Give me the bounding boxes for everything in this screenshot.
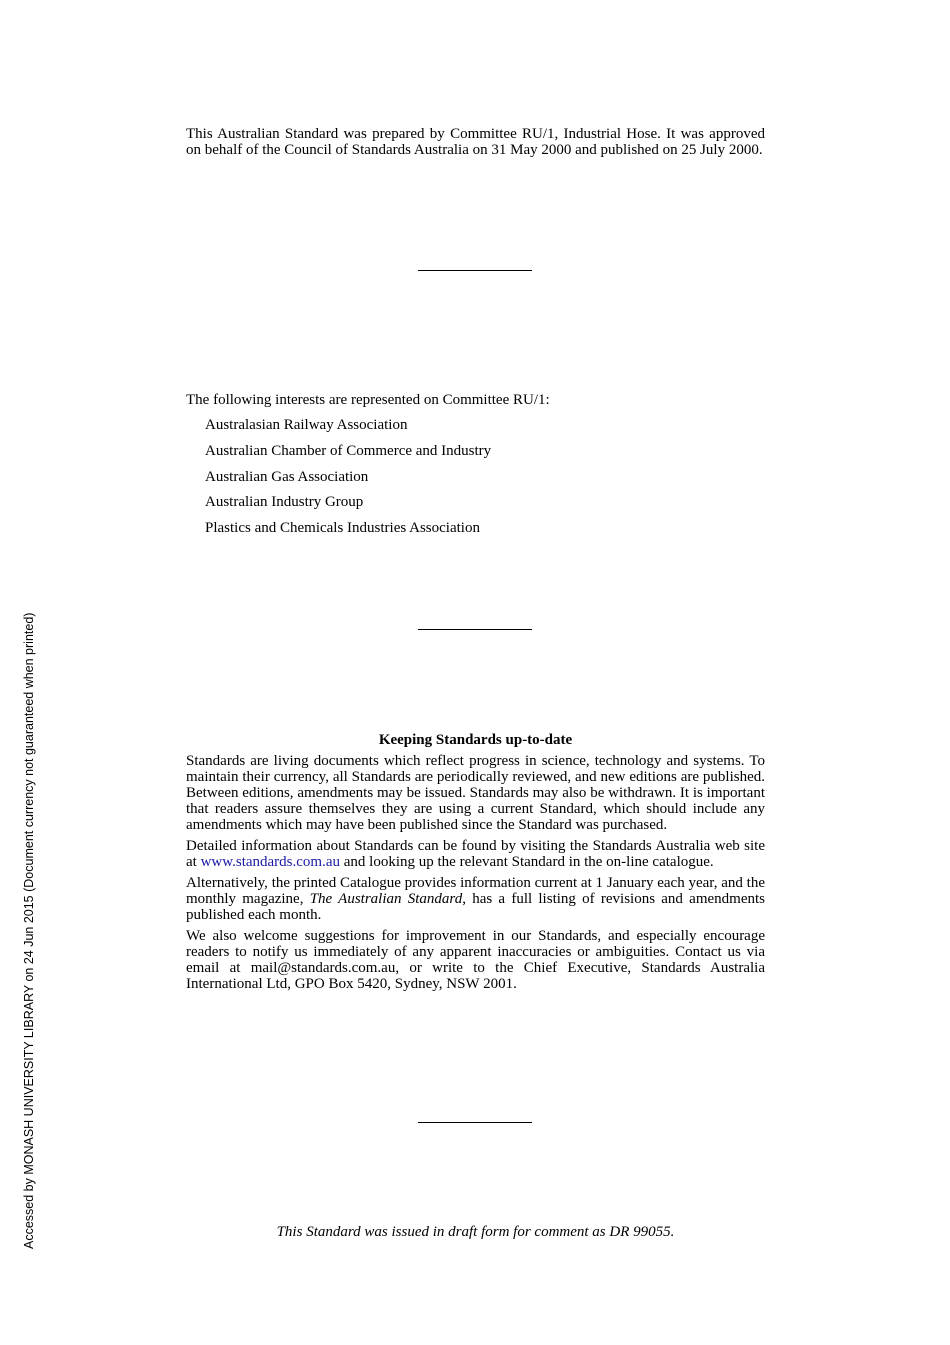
keeping-standards-body: [186, 753, 765, 997]
committee-member: Australian Industry Group: [205, 494, 364, 511]
committee-member: Australian Gas Association: [205, 468, 369, 485]
paragraph-text: Detailed information about Standards can be found by visiting the Standards Australia web site at: [186, 838, 765, 870]
paragraph-text: , has a full listing of revisions and amendments published each month.: [186, 891, 765, 923]
paragraph-text: Alternatively, the printed Catalogue provides information current at 1 January each year, and the monthly magazine,: [186, 875, 765, 907]
section-divider: [418, 629, 532, 630]
section-divider: [418, 1122, 532, 1123]
keeping-paragraph-3: [186, 875, 765, 923]
committee-member: Australasian Railway Association: [205, 417, 408, 433]
committee-member: Australian Chamber of Commerce and Industry: [205, 442, 492, 459]
keeping-paragraph-4: We also welcome suggestions for improvement in our Standards, and especially encourage readers to notify us immediately of any apparent inaccuracies or ambiguities. Contact us via email at mail@standards.com.au, or write to the Chief Executive, Standards Australia International Ltd, GPO Box 5420, Sydney, NSW 2001.: [186, 928, 765, 992]
keeping-paragraph-2: [186, 838, 765, 870]
preparation-note: This Australian Standard was prepared by Committee RU/1, Industrial Hose. It was approved on behalf of the Council of Standards Australia on 31 May 2000 and published on 25 July 2000.: [186, 126, 765, 158]
keeping-paragraph-1: Standards are living documents which reflect progress in science, technology and systems. To maintain their currency, all Standards are periodically reviewed, and new editions are published. Between editions, amendments may be issued. Standards may also be withdrawn. It is important that readers assure themselves they are using a current Standard, which should include any amendments which may have been published since the Standard was purchased.: [186, 753, 765, 833]
access-watermark: Accessed by MONASH UNIVERSITY LIBRARY on 24 Jun 2015 (Document currency not guaranteed when printed): [22, 612, 36, 1249]
keeping-standards-heading: Keeping Standards up-to-date: [378, 732, 573, 748]
committee-members-list: [205, 416, 491, 545]
magazine-title: The Australian Standard: [309, 891, 463, 907]
draft-note: This Standard was issued in draft form for comment as DR 99055.: [276, 1224, 675, 1240]
section-divider: [418, 270, 532, 271]
committee-intro: The following interests are represented on Committee RU/1:: [186, 392, 550, 408]
committee-member: Plastics and Chemicals Industries Association: [205, 520, 480, 537]
paragraph-text: and looking up the relevant Standard in the on-line catalogue.: [340, 854, 714, 870]
standards-website-link[interactable]: www.standards.com.au: [200, 854, 340, 870]
